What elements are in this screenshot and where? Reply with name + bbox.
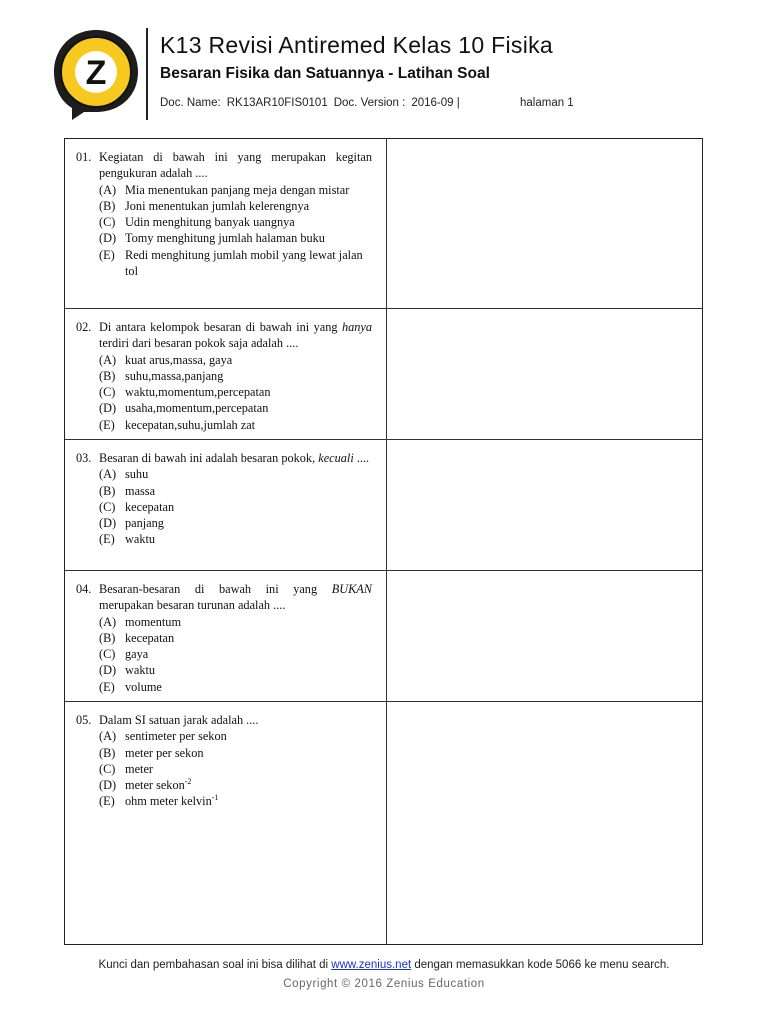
- footer-note-text-2: dengan memasukkan kode 5066 ke menu search.: [414, 959, 670, 971]
- zenius-link[interactable]: www.zenius.net: [331, 959, 412, 971]
- question-number: 05.: [76, 713, 92, 727]
- document-subtitle: Besaran Fisika dan Satuannya - Latihan Soal: [160, 65, 490, 82]
- question-row: [65, 139, 702, 309]
- doc-info: [160, 97, 574, 109]
- question-02: [76, 319, 372, 433]
- option: (C) meter: [99, 761, 153, 776]
- option: (A) sentimeter per sekon: [99, 729, 227, 744]
- doc-version-label: Doc. Version :: [333, 97, 406, 109]
- question-number: 02.: [76, 320, 92, 334]
- option: (D) panjang: [99, 516, 164, 531]
- option: (D) Tomy menghitung jumlah halaman buku: [99, 231, 325, 246]
- option: (B) Joni menentukan jumlah kelerengnya: [99, 198, 310, 213]
- footer-note-text: Kunci dan pembahasan soal ini bisa dilihat di: [98, 959, 329, 971]
- question-stem: Kegiatan di bawah ini yang merupakan kegitan pengukuran adalah ....: [99, 150, 372, 181]
- option: (A) Mia menentukan panjang meja dengan mistar: [99, 182, 350, 197]
- option: (D) usaha,momentum,percepatan: [99, 401, 269, 416]
- option: (E) ohm meter kelvin$^{-1}$: [99, 793, 219, 809]
- question-03: [76, 450, 372, 548]
- question-stem: Dalam SI satuan jarak adalah ....: [99, 713, 259, 727]
- option: (E) Redi menghitung jumlah mobil yang lewat jalan tol: [99, 247, 363, 279]
- option: (E) kecepatan,suhu,jumlah zat: [99, 417, 256, 432]
- page-number: halaman 1: [520, 97, 574, 109]
- option: (E) waktu: [99, 532, 156, 547]
- question-number: 01.: [76, 150, 92, 164]
- option: (E) volume: [99, 679, 162, 694]
- question-stem: Di antara kelompok besaran di bawah ini yang hanya terdiri dari besaran pokok saja adalah ....: [99, 320, 372, 351]
- question-number: 04.: [76, 582, 92, 596]
- option: (A) suhu: [99, 467, 149, 482]
- doc-name-label: Doc. Name:: [160, 97, 221, 109]
- question-01: [76, 149, 372, 279]
- question-stem: Besaran-besaran di bawah ini yang BUKAN merupakan besaran turunan adalah ....: [99, 582, 372, 613]
- doc-version: 2016-09 |: [411, 97, 460, 109]
- option: (D) meter sekon$^{-2}$: [99, 777, 192, 793]
- footer-note: [0, 959, 768, 971]
- option: (C) gaya: [99, 647, 149, 662]
- option: (B) meter per sekon: [99, 745, 204, 760]
- option: (B) suhu,massa,panjang: [99, 368, 224, 383]
- question-row: [65, 309, 702, 440]
- option: (B) kecepatan: [99, 630, 175, 645]
- question-stem: Besaran di bawah ini adalah besaran pokok, kecuali ....: [99, 451, 370, 465]
- copyright: Copyright © 2016 Zenius Education: [283, 978, 485, 990]
- option: (C) Udin menghitung banyak uangnya: [99, 215, 295, 230]
- zenius-logo: [50, 26, 142, 122]
- question-row: [65, 571, 702, 702]
- option: (C) waktu,momentum,percepatan: [99, 385, 271, 400]
- option: (A) momentum: [99, 614, 182, 629]
- question-row: [65, 702, 702, 944]
- question-05: [76, 712, 372, 810]
- header-divider: [146, 28, 148, 120]
- question-number: 03.: [76, 451, 92, 465]
- option: (C) kecepatan: [99, 499, 175, 514]
- document-title: K13 Revisi Antiremed Kelas 10 Fisika: [160, 32, 554, 58]
- question-row: [65, 440, 702, 571]
- doc-name: RK13AR10FIS0101: [226, 97, 328, 109]
- logo-letter: Z: [85, 54, 107, 92]
- question-table: [64, 138, 703, 945]
- option: (A) kuat arus,massa, gaya: [99, 352, 233, 367]
- option: (D) waktu: [99, 663, 156, 678]
- option: (B) massa: [99, 483, 156, 498]
- question-04: [76, 581, 372, 695]
